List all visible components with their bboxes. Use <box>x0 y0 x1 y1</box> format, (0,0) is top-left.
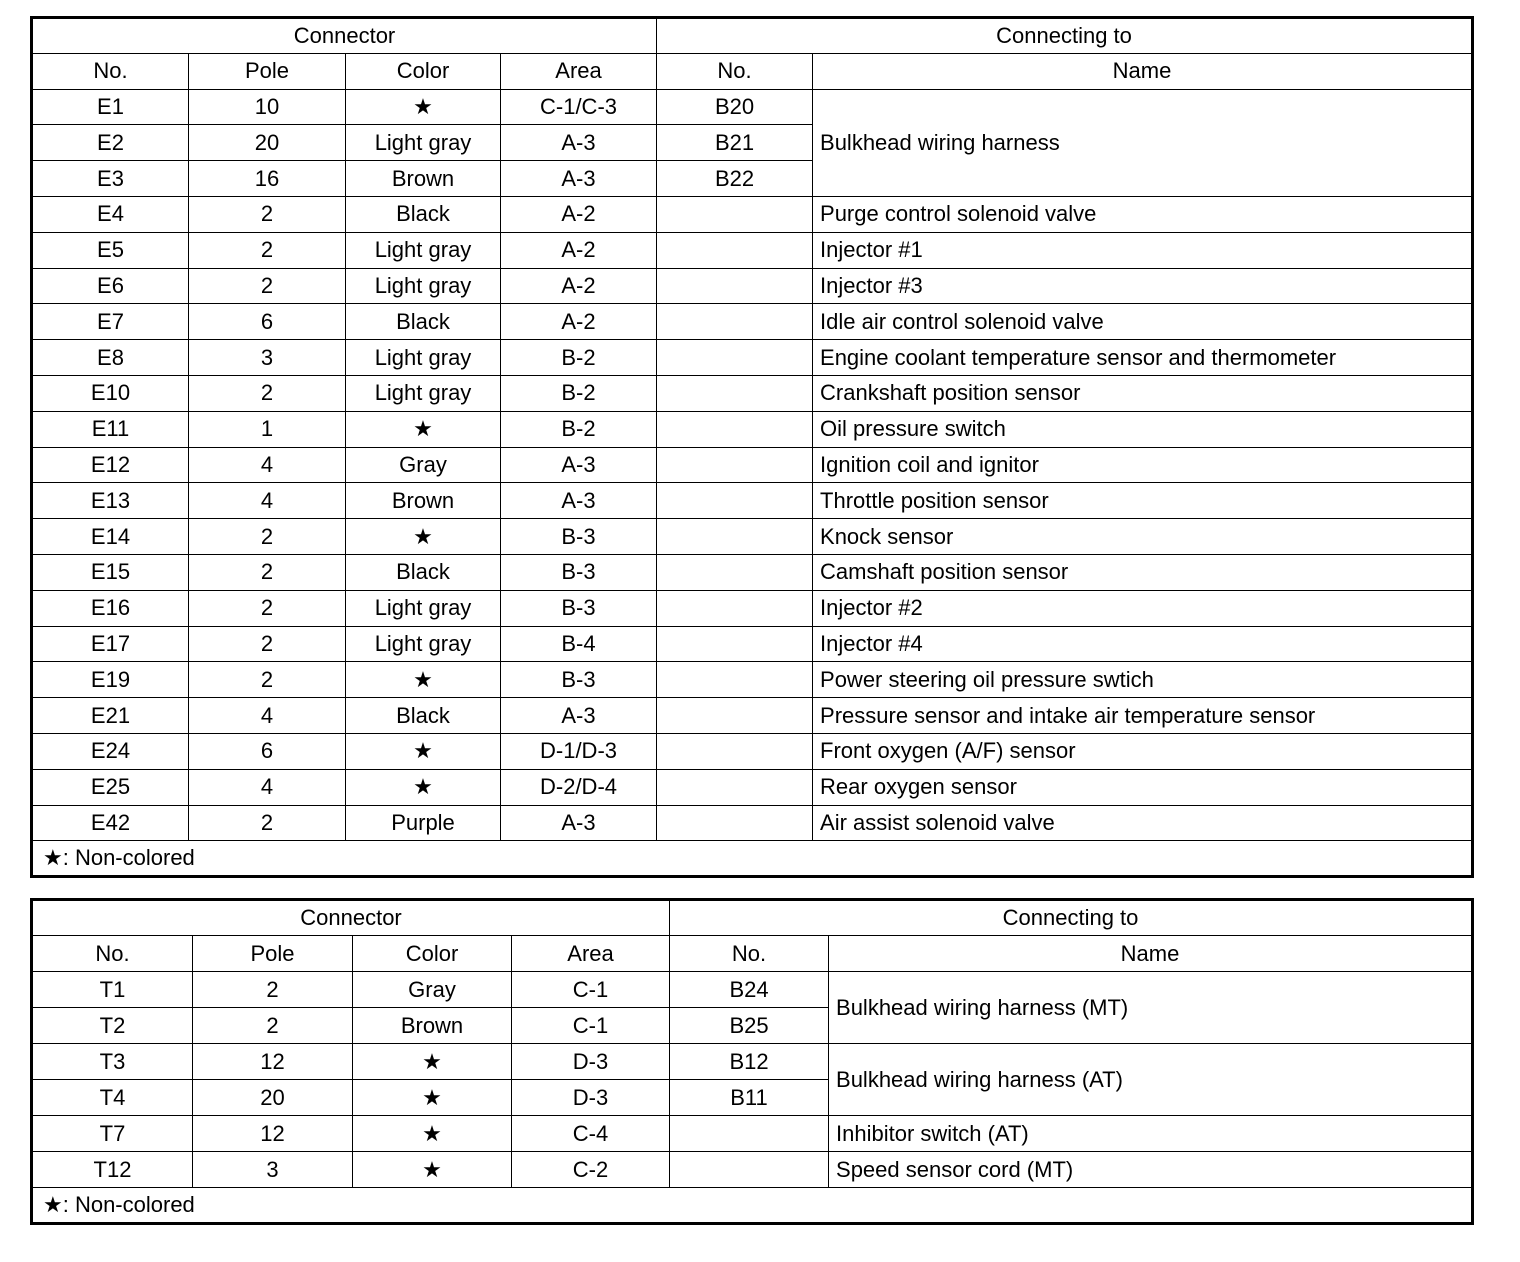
pole-cell: 2 <box>189 375 346 411</box>
pole-cell: 1 <box>189 411 346 447</box>
connecting-name-cell: Inhibitor switch (AT) <box>829 1116 1473 1152</box>
column-header-color: Color <box>353 936 512 972</box>
connecting-name-cell: Engine coolant temperature sensor and thermometer <box>813 340 1473 376</box>
connector-no-cell: E24 <box>32 733 189 769</box>
area-cell: D-3 <box>512 1044 670 1080</box>
column-header-to-no: No. <box>657 53 813 89</box>
area-cell: A-2 <box>501 304 657 340</box>
connector-no-cell: E2 <box>32 125 189 161</box>
non-colored-legend: ★: Non-colored <box>32 841 1473 877</box>
table-row <box>32 1116 1473 1152</box>
connecting-no-cell <box>657 196 813 232</box>
transmission-connector-table <box>30 898 1474 1225</box>
connector-no-cell: E21 <box>32 698 189 734</box>
connector-no-cell: E12 <box>32 447 189 483</box>
color-cell: ★ <box>346 89 501 125</box>
table-row <box>32 483 1473 519</box>
table-row <box>32 268 1473 304</box>
column-header-row <box>32 936 1473 972</box>
color-cell: ★ <box>346 662 501 698</box>
pole-cell: 12 <box>193 1044 353 1080</box>
pole-cell: 2 <box>193 972 353 1008</box>
table-row <box>32 447 1473 483</box>
connecting-no-cell <box>670 1116 829 1152</box>
table-row <box>32 698 1473 734</box>
connecting-name-cell: Bulkhead wiring harness (AT) <box>829 1044 1473 1116</box>
area-cell: B-3 <box>501 519 657 555</box>
connector-no-cell: E6 <box>32 268 189 304</box>
area-cell: B-2 <box>501 340 657 376</box>
connector-no-cell: E19 <box>32 662 189 698</box>
connecting-name-cell: Bulkhead wiring harness (MT) <box>829 972 1473 1044</box>
area-cell: C-1/C-3 <box>501 89 657 125</box>
connecting-no-cell <box>670 1152 829 1188</box>
connector-no-cell: E3 <box>32 161 189 197</box>
color-cell: Light gray <box>346 268 501 304</box>
pole-cell: 2 <box>189 554 346 590</box>
connecting-no-cell <box>657 340 813 376</box>
pole-cell: 4 <box>189 769 346 805</box>
color-cell: ★ <box>353 1152 512 1188</box>
connecting-no-cell: B24 <box>670 972 829 1008</box>
table-row <box>32 89 1473 125</box>
column-header-pole: Pole <box>189 53 346 89</box>
connector-no-cell: T3 <box>32 1044 193 1080</box>
area-cell: B-3 <box>501 590 657 626</box>
pole-cell: 6 <box>189 733 346 769</box>
table-row <box>32 340 1473 376</box>
color-cell: Light gray <box>346 125 501 161</box>
connector-no-cell: E25 <box>32 769 189 805</box>
color-cell: Brown <box>353 1008 512 1044</box>
color-cell: Brown <box>346 161 501 197</box>
area-cell: D-3 <box>512 1080 670 1116</box>
connecting-no-cell <box>657 304 813 340</box>
area-cell: B-2 <box>501 375 657 411</box>
color-cell: Light gray <box>346 375 501 411</box>
color-cell: Black <box>346 196 501 232</box>
connector-no-cell: E16 <box>32 590 189 626</box>
table-row <box>32 1152 1473 1188</box>
connecting-name-cell: Knock sensor <box>813 519 1473 555</box>
area-cell: A-2 <box>501 268 657 304</box>
connecting-name-cell: Throttle position sensor <box>813 483 1473 519</box>
color-cell: ★ <box>346 519 501 555</box>
column-header-area: Area <box>501 53 657 89</box>
connecting-name-cell: Idle air control solenoid valve <box>813 304 1473 340</box>
column-header-no: No. <box>32 936 193 972</box>
connecting-no-cell <box>657 626 813 662</box>
color-cell: ★ <box>346 769 501 805</box>
connector-no-cell: E8 <box>32 340 189 376</box>
connecting-name-cell: Crankshaft position sensor <box>813 375 1473 411</box>
color-cell: Black <box>346 698 501 734</box>
connector-no-cell: E11 <box>32 411 189 447</box>
connecting-no-cell <box>657 447 813 483</box>
area-cell: B-2 <box>501 411 657 447</box>
legend-row <box>32 841 1473 877</box>
area-cell: A-3 <box>501 125 657 161</box>
pole-cell: 2 <box>189 232 346 268</box>
connecting-name-cell: Injector #2 <box>813 590 1473 626</box>
pole-cell: 20 <box>189 125 346 161</box>
area-cell: C-1 <box>512 1008 670 1044</box>
connecting-name-cell: Oil pressure switch <box>813 411 1473 447</box>
area-cell: A-3 <box>501 483 657 519</box>
table-row <box>32 1044 1473 1080</box>
table-row <box>32 733 1473 769</box>
pole-cell: 2 <box>189 805 346 841</box>
area-cell: C-1 <box>512 972 670 1008</box>
area-cell: A-3 <box>501 161 657 197</box>
connector-no-cell: E42 <box>32 805 189 841</box>
area-cell: D-2/D-4 <box>501 769 657 805</box>
color-cell: ★ <box>346 411 501 447</box>
connector-no-cell: T4 <box>32 1080 193 1116</box>
connecting-no-cell: B11 <box>670 1080 829 1116</box>
area-cell: B-3 <box>501 554 657 590</box>
column-header-area: Area <box>512 936 670 972</box>
connecting-name-cell: Ignition coil and ignitor <box>813 447 1473 483</box>
connector-no-cell: E7 <box>32 304 189 340</box>
area-cell: A-3 <box>501 805 657 841</box>
table-row <box>32 769 1473 805</box>
connector-group-header: Connector <box>32 900 670 936</box>
connector-no-cell: E4 <box>32 196 189 232</box>
color-cell: Light gray <box>346 340 501 376</box>
column-header-name: Name <box>829 936 1473 972</box>
connector-no-cell: E10 <box>32 375 189 411</box>
connecting-name-cell: Front oxygen (A/F) sensor <box>813 733 1473 769</box>
pole-cell: 4 <box>189 447 346 483</box>
color-cell: Brown <box>346 483 501 519</box>
connecting-to-group-header: Connecting to <box>670 900 1473 936</box>
column-header-color: Color <box>346 53 501 89</box>
pole-cell: 2 <box>189 662 346 698</box>
table-row <box>32 554 1473 590</box>
connecting-name-cell: Camshaft position sensor <box>813 554 1473 590</box>
table-row <box>32 411 1473 447</box>
pole-cell: 4 <box>189 483 346 519</box>
pole-cell: 2 <box>189 626 346 662</box>
table-row <box>32 590 1473 626</box>
table-row <box>32 304 1473 340</box>
pole-cell: 3 <box>193 1152 353 1188</box>
area-cell: A-3 <box>501 698 657 734</box>
connecting-no-cell <box>657 519 813 555</box>
group-header-row <box>32 18 1473 54</box>
connecting-name-cell: Power steering oil pressure swtich <box>813 662 1473 698</box>
column-header-name: Name <box>813 53 1473 89</box>
connecting-no-cell <box>657 268 813 304</box>
connecting-name-cell: Speed sensor cord (MT) <box>829 1152 1473 1188</box>
pole-cell: 2 <box>193 1008 353 1044</box>
table-row <box>32 805 1473 841</box>
connecting-no-cell <box>657 662 813 698</box>
pole-cell: 2 <box>189 268 346 304</box>
color-cell: Purple <box>346 805 501 841</box>
connecting-no-cell <box>657 375 813 411</box>
connecting-name-cell: Injector #1 <box>813 232 1473 268</box>
connector-no-cell: E14 <box>32 519 189 555</box>
connecting-name-cell: Pressure sensor and intake air temperature sensor <box>813 698 1473 734</box>
connecting-name-cell: Rear oxygen sensor <box>813 769 1473 805</box>
connecting-no-cell <box>657 769 813 805</box>
pole-cell: 20 <box>193 1080 353 1116</box>
connector-no-cell: E13 <box>32 483 189 519</box>
connecting-no-cell <box>657 805 813 841</box>
color-cell: Gray <box>353 972 512 1008</box>
connecting-no-cell: B20 <box>657 89 813 125</box>
table-row <box>32 375 1473 411</box>
area-cell: C-4 <box>512 1116 670 1152</box>
column-header-row <box>32 53 1473 89</box>
area-cell: A-2 <box>501 232 657 268</box>
connecting-name-cell: Air assist solenoid valve <box>813 805 1473 841</box>
area-cell: B-3 <box>501 662 657 698</box>
table-row <box>32 519 1473 555</box>
connector-no-cell: E1 <box>32 89 189 125</box>
area-cell: B-4 <box>501 626 657 662</box>
connecting-no-cell <box>657 554 813 590</box>
connecting-no-cell <box>657 232 813 268</box>
column-header-to-no: No. <box>670 936 829 972</box>
non-colored-legend: ★: Non-colored <box>32 1188 1473 1224</box>
connecting-no-cell <box>657 698 813 734</box>
connector-no-cell: T7 <box>32 1116 193 1152</box>
table-row <box>32 662 1473 698</box>
connecting-no-cell: B25 <box>670 1008 829 1044</box>
area-cell: A-3 <box>501 447 657 483</box>
color-cell: Light gray <box>346 626 501 662</box>
connecting-no-cell <box>657 733 813 769</box>
color-cell: Light gray <box>346 590 501 626</box>
area-cell: C-2 <box>512 1152 670 1188</box>
table-row <box>32 626 1473 662</box>
pole-cell: 16 <box>189 161 346 197</box>
table-row <box>32 232 1473 268</box>
pole-cell: 12 <box>193 1116 353 1152</box>
connecting-name-cell: Purge control solenoid valve <box>813 196 1473 232</box>
color-cell: ★ <box>353 1116 512 1152</box>
color-cell: Light gray <box>346 232 501 268</box>
area-cell: A-2 <box>501 196 657 232</box>
connecting-no-cell <box>657 411 813 447</box>
pole-cell: 2 <box>189 196 346 232</box>
connecting-name-cell: Injector #3 <box>813 268 1473 304</box>
legend-row <box>32 1188 1473 1224</box>
color-cell: ★ <box>353 1044 512 1080</box>
table-row <box>32 196 1473 232</box>
pole-cell: 2 <box>189 590 346 626</box>
connecting-no-cell: B12 <box>670 1044 829 1080</box>
group-header-row <box>32 900 1473 936</box>
column-header-no: No. <box>32 53 189 89</box>
pole-cell: 3 <box>189 340 346 376</box>
connecting-name-cell: Bulkhead wiring harness <box>813 89 1473 196</box>
connecting-no-cell <box>657 483 813 519</box>
column-header-pole: Pole <box>193 936 353 972</box>
pole-cell: 4 <box>189 698 346 734</box>
connecting-no-cell: B22 <box>657 161 813 197</box>
connecting-no-cell <box>657 590 813 626</box>
area-cell: D-1/D-3 <box>501 733 657 769</box>
color-cell: Black <box>346 554 501 590</box>
connecting-name-cell: Injector #4 <box>813 626 1473 662</box>
connector-no-cell: E5 <box>32 232 189 268</box>
pole-cell: 2 <box>189 519 346 555</box>
color-cell: Black <box>346 304 501 340</box>
table-row <box>32 972 1473 1008</box>
pole-cell: 10 <box>189 89 346 125</box>
pole-cell: 6 <box>189 304 346 340</box>
connector-no-cell: T12 <box>32 1152 193 1188</box>
connecting-no-cell: B21 <box>657 125 813 161</box>
connector-group-header: Connector <box>32 18 657 54</box>
engine-connector-table <box>30 16 1474 878</box>
connector-no-cell: E17 <box>32 626 189 662</box>
color-cell: ★ <box>346 733 501 769</box>
connecting-to-group-header: Connecting to <box>657 18 1473 54</box>
color-cell: Gray <box>346 447 501 483</box>
connector-no-cell: T1 <box>32 972 193 1008</box>
connector-no-cell: E15 <box>32 554 189 590</box>
connector-no-cell: T2 <box>32 1008 193 1044</box>
color-cell: ★ <box>353 1080 512 1116</box>
